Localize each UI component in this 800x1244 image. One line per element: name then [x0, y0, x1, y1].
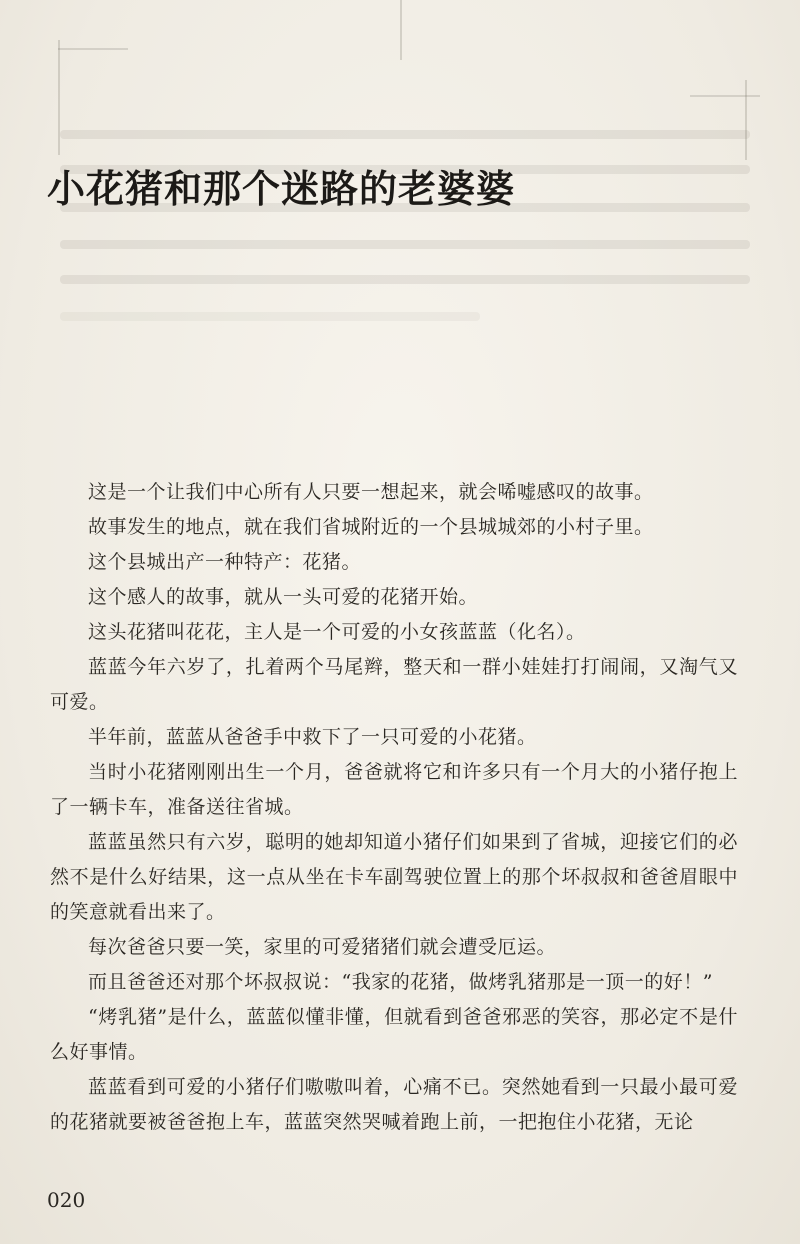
page-number: 020 — [47, 1188, 86, 1212]
paragraph: 故事发生的地点，就在我们省城附近的一个县城城郊的小村子里。 — [88, 516, 654, 538]
paragraph: 蓝蓝虽然只有六岁，聪明的她却知道小猪仔们如果到了省城，迎接它们的必然不是什么好结果，这一点从坐在卡车副驾驶位置上的那个坏叔叔和爸爸眉眼中的笑意就看出来了。 — [50, 831, 738, 923]
paragraph: “烤乳猪”是什么，蓝蓝似懂非懂，但就看到爸爸邪恶的笑容，那必定不是什么好事情。 — [50, 1006, 738, 1063]
chapter-title: 小花猪和那个迷路的老婆婆 — [47, 167, 516, 211]
paragraph: 这个感人的故事，就从一头可爱的花猪开始。 — [88, 586, 479, 608]
paragraph: 半年前，蓝蓝从爸爸手中救下了一只可爱的小花猪。 — [88, 726, 537, 748]
paragraph: 蓝蓝今年六岁了，扎着两个马尾辫，整天和一群小娃娃打打闹闹，又淘气又可爱。 — [50, 656, 738, 713]
paragraph: 每次爸爸只要一笑，家里的可爱猪猪们就会遭受厄运。 — [88, 936, 557, 958]
paragraph: 这是一个让我们中心所有人只要一想起来，就会唏嘘感叹的故事。 — [88, 481, 654, 503]
paragraph: 而且爸爸还对那个坏叔叔说：“我家的花猪，做烤乳猪那是一顶一的好！” — [88, 971, 713, 993]
paragraph: 这头花猪叫花花，主人是一个可爱的小女孩蓝蓝（化名）。 — [88, 621, 586, 643]
chapter-body — [50, 475, 738, 1140]
paragraph: 这个县城出产一种特产：花猪。 — [88, 551, 362, 573]
paragraph: 当时小花猪刚刚出生一个月，爸爸就将它和许多只有一个月大的小猪仔抱上了一辆卡车，准备送往省城。 — [50, 761, 738, 818]
paragraph: 蓝蓝看到可爱的小猪仔们嗷嗷叫着，心痛不已。突然她看到一只最小最可爱的花猪就要被爸爸抱上车，蓝蓝突然哭喊着跑上前，一把抱住小花猪，无论 — [50, 1076, 738, 1133]
